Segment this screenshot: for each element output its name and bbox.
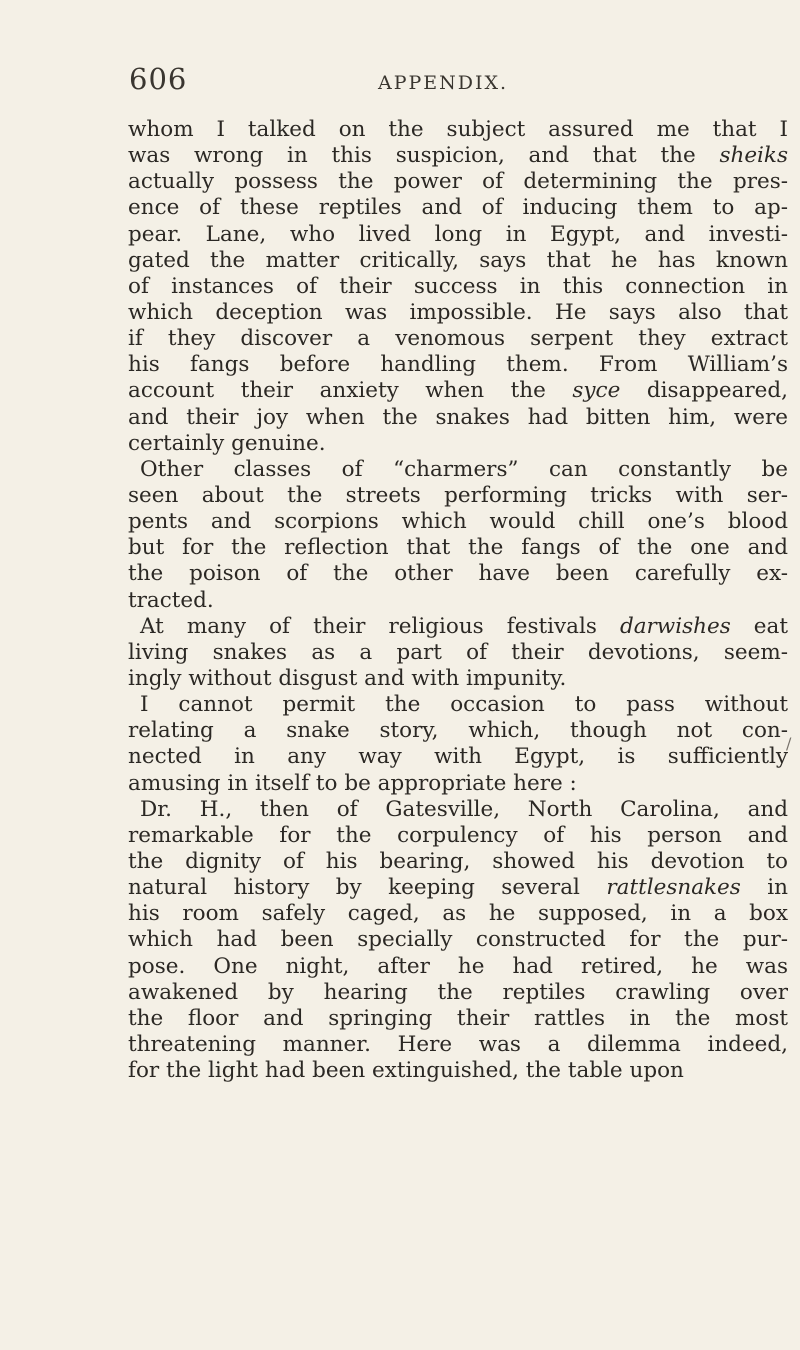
text-segment: At many of their religious festivals: [140, 613, 620, 639]
text-line: his fangs before handling them. From William’s: [128, 352, 788, 378]
text-line: amusing in itself to be appropriate here :: [128, 770, 577, 796]
text-line: whom I talked on the subject assured me that I: [128, 117, 788, 142]
text-line: awakened by hearing the reptiles crawling over: [128, 979, 788, 1005]
text-line: seen about the streets performing tricks with ser-: [128, 482, 788, 508]
page-header: [0, 62, 800, 102]
text-line: his room safely caged, as he supposed, in a box: [128, 901, 788, 927]
text-line: nected in any way with Egypt, is sufficiently: [128, 744, 788, 770]
text-line: for the light had been extinguished, the table upon: [128, 1058, 684, 1084]
text-segment: in: [740, 875, 788, 901]
text-line: pose. One night, after he had retired, he was: [128, 953, 788, 979]
text-line: gated the matter critically, says that he has known: [128, 247, 788, 273]
text-segment: was wrong in this suspicion, and that the: [128, 143, 720, 169]
margin-mark: /: [786, 734, 792, 753]
italic-word: syce: [572, 378, 621, 404]
text-line: pear. Lane, who lived long in Egypt, and investi-: [128, 221, 788, 247]
text-line: Dr. H., then of Gatesville, North Carolina, and: [140, 796, 788, 822]
italic-word: darwishes: [619, 613, 731, 639]
text-line: living snakes as a part of their devotions, seem-: [128, 639, 788, 665]
text-line: of instances of their success in this connection in: [128, 273, 788, 299]
text-line: tracted.: [128, 587, 214, 613]
text-line: [128, 875, 788, 901]
text-segment: account their anxiety when the: [128, 378, 573, 404]
text-segment: natural history by keeping several: [128, 875, 607, 901]
text-line: I cannot permit the occasion to pass without: [140, 692, 788, 718]
text-segment: disappeared,: [620, 378, 788, 404]
text-line: actually possess the power of determining the pres-: [128, 169, 788, 195]
text-line: remarkable for the corpulency of his person and: [128, 822, 788, 848]
text-line: certainly genuine.: [128, 430, 326, 456]
text-line: and their joy when the snakes had bitten him, were: [128, 404, 788, 430]
body-text: [128, 117, 788, 1084]
text-line: pents and scorpions which would chill one’s blood: [128, 509, 788, 535]
text-line: the dignity of his bearing, showed his devotion to: [128, 848, 788, 874]
running-head: APPENDIX.: [378, 72, 509, 94]
text-line: relating a snake story, which, though not con-: [128, 718, 788, 744]
text-line: [128, 143, 788, 169]
text-line: Other classes of “charmers” can constantly be: [140, 456, 788, 482]
text-line: ence of these reptiles and of inducing them to ap-: [128, 195, 788, 221]
italic-word: sheiks: [719, 143, 788, 169]
text-line: [128, 614, 788, 640]
text-segment: eat: [730, 613, 788, 639]
text-line: if they discover a venomous serpent they extract: [128, 326, 788, 352]
page-number: 606: [129, 62, 188, 96]
text-line: the floor and springing their rattles in the most: [128, 1005, 788, 1031]
text-line: which had been specially constructed for the pur-: [128, 927, 788, 953]
text-line: but for the reflection that the fangs of the one and: [128, 535, 788, 561]
text-line: threatening manner. Here was a dilemma indeed,: [128, 1031, 788, 1057]
italic-word: rattlesnakes: [606, 875, 741, 901]
text-line: the poison of the other have been carefully ex-: [128, 561, 788, 587]
text-line: which deception was impossible. He says also that: [128, 299, 788, 325]
text-line: ingly without disgust and with impunity.: [128, 665, 567, 691]
text-line: [128, 378, 788, 404]
